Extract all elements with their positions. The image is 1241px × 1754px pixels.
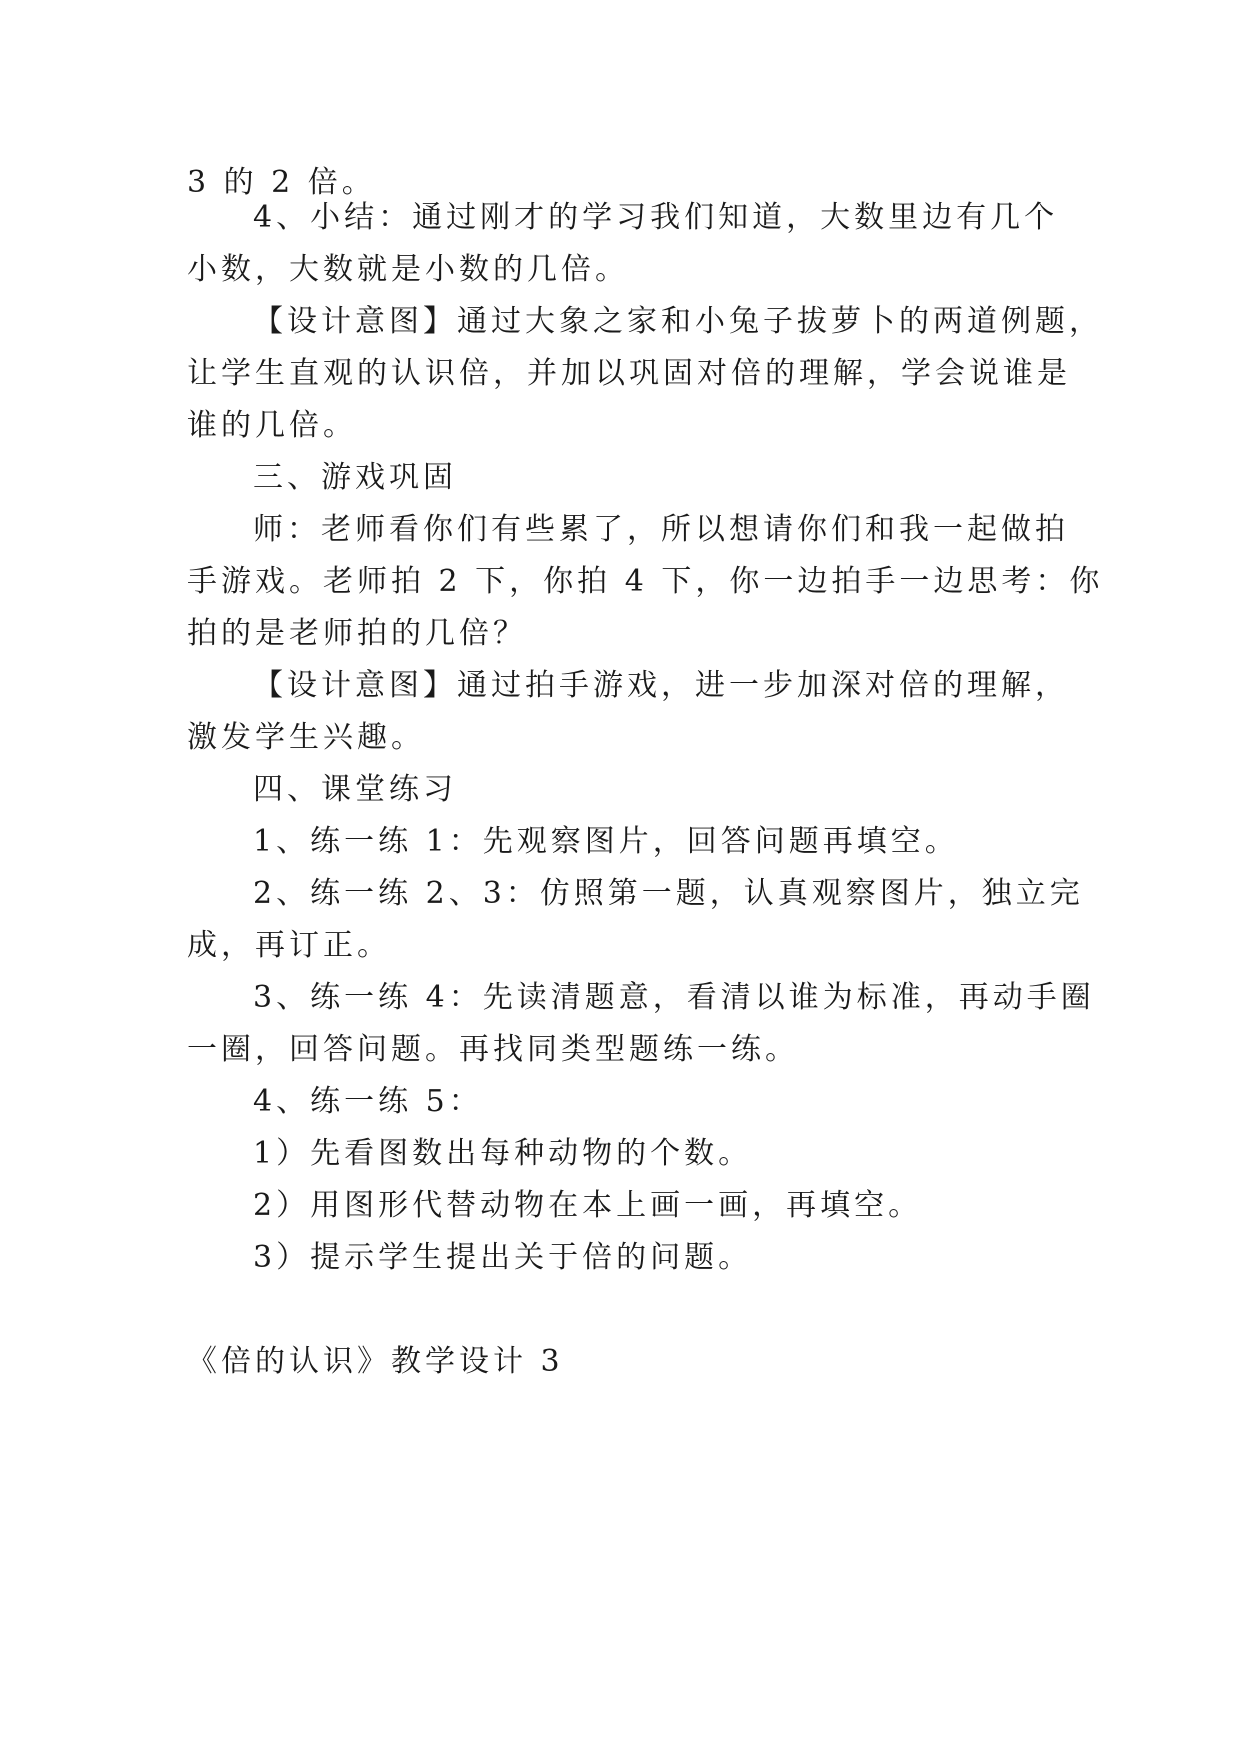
section-heading: 四、课堂练习 xyxy=(253,772,457,807)
text-line: 4、练一练 5： xyxy=(253,1084,483,1119)
text-line: 让学生直观的认识倍，并加以巩固对倍的理解，学会说谁是 xyxy=(187,356,1071,391)
section-heading: 三、游戏巩固 xyxy=(253,460,457,495)
text-line: 3）提示学生提出关于倍的问题。 xyxy=(253,1240,753,1275)
text-line: 【设计意图】通过拍手游戏，进一步加深对倍的理解， xyxy=(253,668,1069,703)
text-line: 激发学生兴趣。 xyxy=(187,720,425,755)
text-line: 师：老师看你们有些累了，所以想请你们和我一起做拍 xyxy=(253,512,1069,547)
text-line: 2）用图形代替动物在本上画一画，再填空。 xyxy=(253,1188,923,1223)
text-line: 1）先看图数出每种动物的个数。 xyxy=(253,1136,753,1171)
text-line: 3 的 2 倍。 xyxy=(187,165,376,200)
text-line: 手游戏。老师拍 2 下，你拍 4 下，你一边拍手一边思考：你 xyxy=(187,564,1104,599)
text-line: 2、练一练 2、3：仿照第一题，认真观察图片，独立完 xyxy=(253,876,1084,911)
next-section-title: 《倍的认识》教学设计 3 xyxy=(187,1344,564,1379)
text-line: 谁的几倍。 xyxy=(187,408,357,443)
text-line: 4、小结：通过刚才的学习我们知道，大数里边有几个 xyxy=(253,200,1059,235)
text-line: 成，再订正。 xyxy=(187,928,391,963)
text-line: 3、练一练 4：先读清题意，看清以谁为标准，再动手圈 xyxy=(253,980,1095,1015)
text-line: 拍的是老师拍的几倍？ xyxy=(187,616,527,651)
text-line: 【设计意图】通过大象之家和小兔子拔萝卜的两道例题， xyxy=(253,304,1103,339)
text-line: 1、练一练 1：先观察图片，回答问题再填空。 xyxy=(253,824,959,859)
text-line: 小数，大数就是小数的几倍。 xyxy=(187,252,629,287)
text-line: 一圈，回答问题。再找同类型题练一练。 xyxy=(187,1032,799,1067)
